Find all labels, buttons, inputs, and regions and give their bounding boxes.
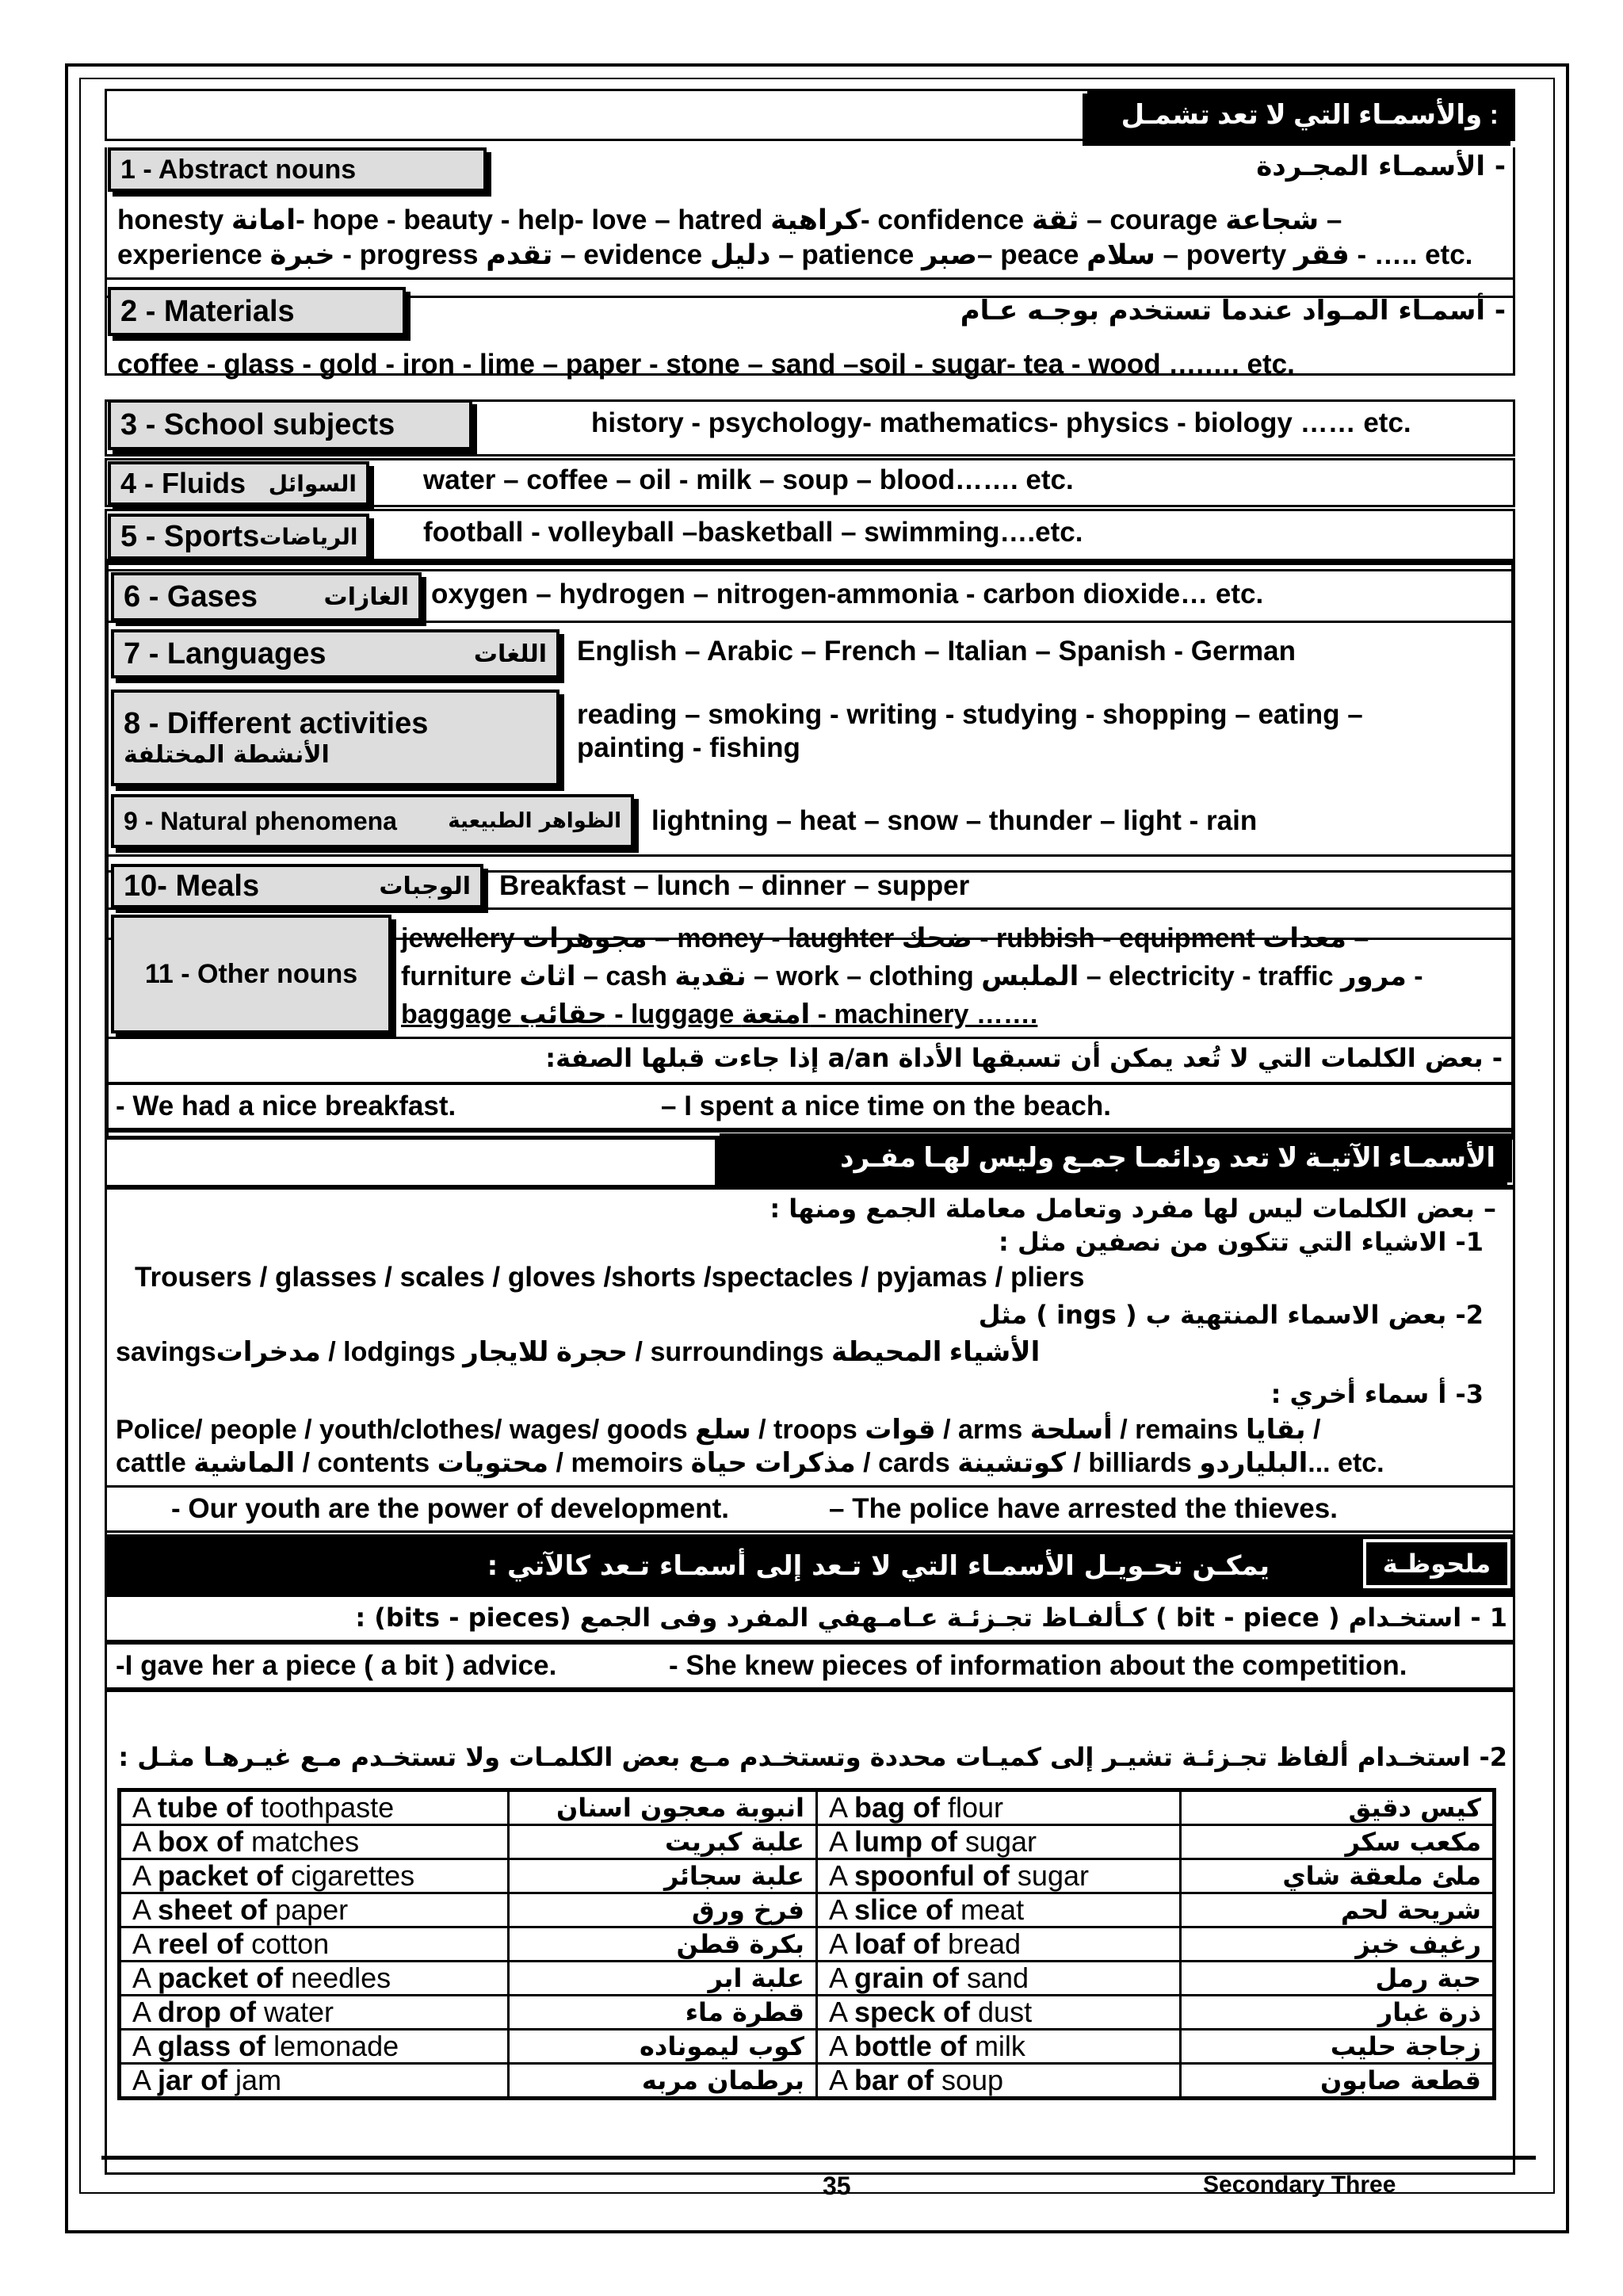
table-row [120,2030,1495,2064]
noun-word: A [132,1893,158,1926]
quantity-word: slice of [854,1893,953,1926]
noun-word: A [132,1962,158,1994]
table-row [120,1996,1495,2030]
label-school-subjects-text: 3 - School subjects [120,407,395,441]
noun-word: sugar [957,1825,1037,1858]
arabic-cell: شريحة لحم [1180,1893,1494,1927]
an-note: - بعض الكلمات التي لا تُعد يمكن أن تسبقها الأداة a/an إذا جاءت قبلها الصفة: [545,1043,1503,1073]
noun-word: lemonade [265,2030,399,2062]
abstract-nouns-line2: experience خبرة - progress تقدم – evidence دليل – patience صبر– peace سلام – poverty فقر - ….. etc. [117,239,1473,270]
section1-example2: – I spent a nice time on the beach. [661,1091,1111,1121]
noun-word: bread [939,1927,1022,1960]
noun-word: paper [267,1893,349,1926]
quantity-word: grain of [854,1962,959,1994]
arabic-cell: قطرة ماء [508,1996,816,2030]
quantity-word: bag of [854,1791,940,1824]
english-cell [816,1927,1180,1962]
english-cell [816,1825,1180,1859]
noun-word: A [132,1859,158,1892]
partitive-table-body [120,1790,1495,2099]
table-row [120,1790,1495,1825]
english-cell [816,2064,1180,2099]
natural-phenomena-line1: lightning – heat – snow – thunder – light - rain [651,805,1258,836]
label-abstract-nouns [108,147,487,192]
arabic-cell: ملئ ملعقة شاي [1180,1859,1494,1893]
english-cell [816,1893,1180,1927]
abstract-nouns-line1: honesty امانة- hope - beauty - help- love – hatred كراهية- confidence ثقة – courage شجاعة – [117,204,1342,235]
partitive-table [117,1788,1496,2100]
arabic-cell: علبة كبريت [508,1825,816,1859]
noun-word: A [828,1893,854,1926]
noun-word: water [256,1996,334,2028]
quantity-word: tube of [158,1791,254,1824]
label-languages [111,629,559,678]
english-cell [120,1927,509,1962]
label-natural-phenomena-text: 9 - Natural phenomena [124,806,397,835]
noun-word: A [828,1927,854,1960]
noun-word: dust [970,1996,1033,2028]
noun-word: cotton [243,1927,330,1960]
label-materials-text: 2 - Materials [120,294,295,328]
other-nouns-line1: jewellery مجوهرات – money - laughter ضحك - rubbish - equipment معدات – [401,923,1369,953]
noun-word: A [828,2064,854,2096]
arabic-cell: مكعب سكر [1180,1825,1494,1859]
quantity-word: jar of [158,2064,228,2096]
label-gases-arabic: الغازات [323,583,409,611]
noun-word: soup [933,2064,1004,2096]
arabic-cell: علبة ابر [508,1962,816,1996]
noun-word: A [132,2030,158,2062]
book-title: Secondary Three [1203,2172,1396,2198]
arabic-cell: حبة رمل [1180,1962,1494,1996]
section3-example2: - She knew pieces of information about the competition. [669,1650,1407,1681]
label-materials [108,287,406,336]
label-natural-phenomena [111,794,634,848]
quantity-word: sheet of [158,1893,268,1926]
quantity-word: loaf of [854,1927,940,1960]
label-other-nouns-text: 11 - Other nouns [144,958,358,989]
noun-word: A [132,1927,158,1960]
section1-heading-text: والأسمـاء التي لا تعد تشمـل : [1121,100,1499,130]
label-fluids-text: 4 - Fluids [120,467,246,499]
quantity-word: box of [158,1825,244,1858]
english-cell [120,1859,509,1893]
school-subjects-line1: history - psychology- mathematics- physics - biology …… etc. [591,407,1411,438]
english-cell [816,1962,1180,1996]
label-different-activities-arabic: الأنشطة المختلفة [124,741,330,769]
english-cell [120,1962,509,1996]
label-gases-text: 6 - Gases [124,579,258,613]
languages-line1: English – Arabic – French – Italian – Spanish - German [577,636,1296,667]
label-fluids [108,461,369,506]
noun-word: A [132,1791,158,1824]
noun-word: A [828,1825,854,1858]
english-cell [816,2030,1180,2064]
table-row [120,1893,1495,1927]
arabic-cell: رغيف خبز [1180,1927,1494,1962]
quantity-word: packet of [158,1859,284,1892]
section2-heading-text: الأسمـاء الآتيـة لا تعد ودائمـا جمـع وليس لهـا مفـرد [840,1143,1495,1173]
label-different-activities [111,690,559,786]
label-languages-arabic: اللغات [473,640,547,668]
abstract-nouns-arabic: - الأسمـاء المجـردة [1256,151,1506,182]
english-cell [816,1996,1180,2030]
section2-point1-arabic: 1- الاشياء التي تتكون من نصفين مثل : [999,1227,1484,1257]
section2-point1-english: Trousers / glasses / scales / gloves /shorts /spectacles / pyjamas / pliers [135,1262,1085,1293]
section2-point2-arabic: 2- بعض الاسماء المنتهية ب ( ings ) مثل [978,1300,1484,1330]
table-row [120,1859,1495,1893]
quantity-word: reel of [158,1927,244,1960]
noun-word: sand [958,1962,1029,1994]
arabic-cell: بكرة قطن [508,1927,816,1962]
fluids-line1: water – coffee – oil - milk – soup – blood……. etc. [423,464,1074,495]
arabic-cell: برطمان مربه [508,2064,816,2099]
quantity-word: bar of [854,2064,934,2096]
arabic-cell: كوب ليموناده [508,2030,816,2064]
meals-line1: Breakfast – lunch – dinner – supper [499,870,970,901]
section3-example1: -I gave her a piece ( a bit ) advice. [116,1650,557,1681]
noun-word: toothpaste [253,1791,395,1824]
label-different-activities-text: 8 - Different activities [124,707,429,740]
english-cell [816,1859,1180,1893]
activities-line2: painting - fishing [577,732,800,763]
noun-word: matches [243,1825,360,1858]
english-cell [816,1790,1180,1825]
section2-intro: – بعض الكلمات ليس لها مفرد وتعامل معاملة الجمع ومنها : [769,1194,1496,1224]
quantity-word: spoonful of [854,1859,1010,1892]
table-row [120,1927,1495,1962]
label-abstract-nouns-text: 1 - Abstract nouns [120,154,357,185]
english-cell [120,1790,509,1825]
arabic-cell: ذرة غبار [1180,1996,1494,2030]
quantity-word: drop of [158,1996,256,2028]
english-cell [120,1996,509,2030]
section2-heading [720,1133,1512,1182]
gases-line1: oxygen – hydrogen – nitrogen-ammonia - carbon dioxide… etc. [431,579,1264,609]
arabic-cell: انبوبة معجون اسنان [508,1790,816,1825]
page-number: 35 [823,2172,851,2200]
arabic-cell: علبة سجائر [508,1859,816,1893]
quantity-word: packet of [158,1962,284,1994]
section1-heading [1087,89,1515,141]
noun-word: needles [283,1962,391,1994]
label-sports-arabic: الرياضات [259,523,358,550]
label-meals-arabic: الوجبات [379,872,471,900]
section2-point3-arabic: 3- أ سماء أخري : [1270,1379,1484,1409]
label-gases [111,572,422,621]
label-other-nouns [111,915,391,1033]
label-natural-phenomena-arabic: الظواهر الطبيعية [448,809,621,833]
section1-example1: - We had a nice breakfast. [116,1091,456,1121]
label-meals [111,864,483,908]
section3-point1: 1 - استخـدام ( bit - piece ) كـألفـاظ تجـزئـة عـامـهفي المفرد وفى الجمع (bits - pieces) : [355,1603,1507,1633]
noun-word: A [132,1996,158,2028]
label-school-subjects [108,399,472,450]
section2-point2-english: savingsمدخرات / lodgings حجرة للايجار / surroundings الأشياء المحيطة [116,1337,1041,1367]
label-sports-text: 5 - Sports [120,519,260,553]
arabic-cell: قطعة صابون [1180,2064,1494,2099]
noun-word: A [828,1791,854,1824]
sports-line1: football - volleyball –basketball – swimming….etc. [423,517,1083,548]
quantity-word: speck of [854,1996,971,2028]
materials-arabic: - أسمـاء المـواد عندما تستخدم بوجـه عـام [960,295,1506,327]
arabic-cell: زجاجة حليب [1180,2030,1494,2064]
label-languages-text: 7 - Languages [124,636,327,670]
label-sports [108,514,369,560]
table-row [120,2064,1495,2099]
noun-word: milk [966,2030,1025,2062]
section3-point2: 2- استخـدام ألفاظ تجـزئـة تشيـر إلى كميـات محددة وتستخـدم مـع بعض الكلمـات ولا تستخـدم مـع غيـرهـا مثـل : [118,1742,1507,1772]
quantity-word: lump of [854,1825,957,1858]
section2-point3-line2: cattle الماشية / contents محتويات / memoirs مذكرات حياة / cards كوتشينة / billiards البلياردو... etc. [116,1448,1384,1478]
noun-word: A [828,1859,854,1892]
english-cell [120,2030,509,2064]
quantity-word: bottle of [854,2030,967,2062]
noun-word: A [828,2030,854,2062]
arabic-cell: فرخ ورق [508,1893,816,1927]
table-row [120,1962,1495,1996]
noun-word: sugar [1009,1859,1089,1892]
noun-word: jam [227,2064,282,2096]
noun-word: flour [939,1791,1003,1824]
section2-point3-line1: Police/ people / youth/clothes/ wages/ goods سلع / troops قوات / arms أسلحة / remains بقايا / [116,1415,1321,1445]
quantity-word: glass of [158,2030,266,2062]
other-nouns-line3: baggage حقائب - luggage امتعة - machinery ……. [401,999,1038,1030]
noun-word: cigarettes [283,1859,415,1892]
activities-line1: reading – smoking - writing - studying - shopping – eating – [577,699,1363,730]
section3-heading: يمكـن تحـويـل الأسمـاء التي لا تـعد إلى أسمـاء تـعد كالآتي : [487,1550,1270,1582]
note-label [1363,1539,1510,1588]
footer-rule [101,2156,1536,2160]
noun-word: A [132,2064,158,2096]
noun-word: A [828,1962,854,1994]
label-meals-text: 10- Meals [124,869,260,903]
noun-word: A [828,1996,854,2028]
english-cell [120,1825,509,1859]
label-fluids-arabic: السوائل [268,470,357,497]
materials-line1: coffee - glass - gold - iron - lime – paper - stone – sand –soil - sugar- tea - wood ….…. etc. [117,349,1295,380]
table-row [120,1825,1495,1859]
english-cell [120,1893,509,1927]
english-cell [120,2064,509,2099]
section2-example1: - Our youth are the power of development. [171,1493,729,1524]
noun-word: A [132,1825,158,1858]
note-label-text: ملحوظـة [1382,1549,1491,1579]
section2-example2: – The police have arrested the thieves. [829,1493,1338,1524]
other-nouns-line2: furniture اثاث – cash نقدية – work – clothing الملبس – electricity - traffic مرور - [401,961,1423,991]
noun-word: meat [953,1893,1025,1926]
arabic-cell: كيس دقيق [1180,1790,1494,1825]
